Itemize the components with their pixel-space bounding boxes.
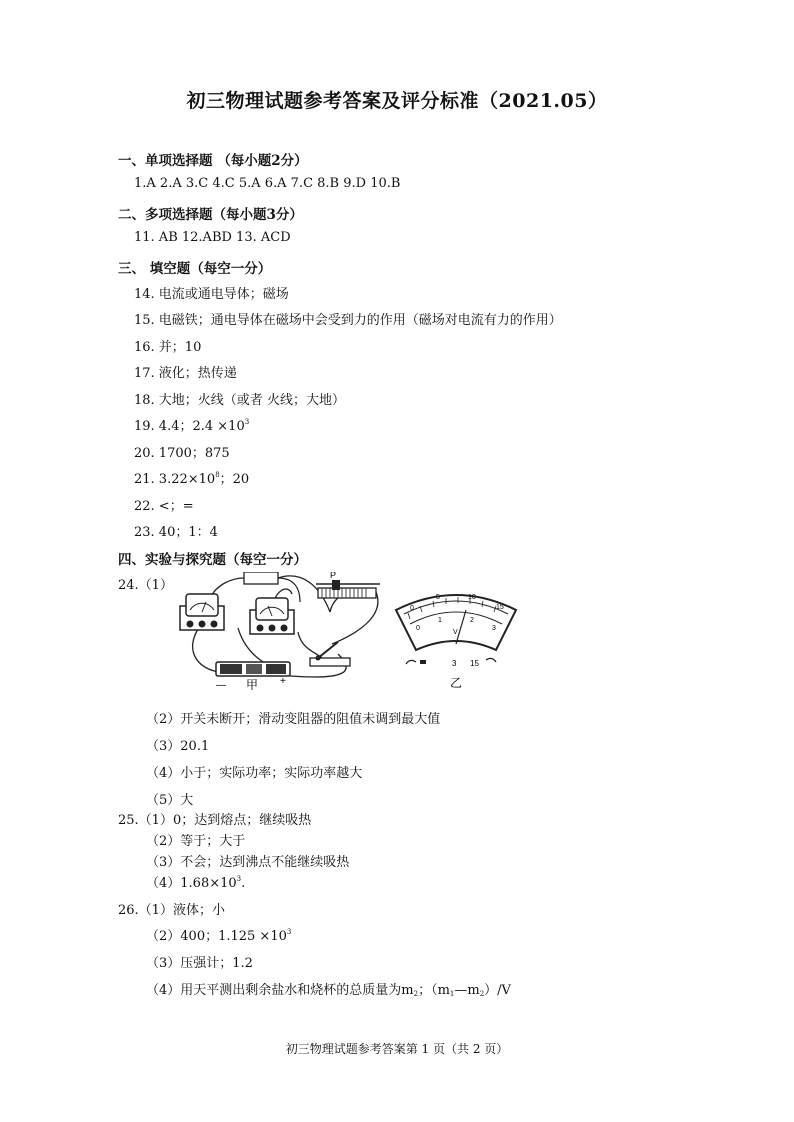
answer-26-4	[146, 979, 511, 998]
ammeter	[180, 594, 224, 630]
answer-24-4: （4）小于；实际功率；实际功率越大	[146, 766, 363, 781]
answer-25-2: （2）等于；大于	[146, 834, 246, 849]
answer-26-4-sub-1: 1	[449, 990, 455, 998]
scale-inner-0: 0	[416, 625, 420, 632]
scale-inner-2: 2	[470, 617, 474, 624]
answer-17: 17. 液化；热传递	[134, 366, 237, 381]
section-1-heading: 一、单项选择题 （每小题2分）	[118, 153, 308, 169]
answer-26-4-part-b: ；（m	[418, 983, 450, 998]
answer-23: 23. 40；1：4	[134, 525, 218, 540]
scale-outer-0: 0	[410, 605, 414, 612]
answer-26-4-part-d: ）/V	[484, 983, 511, 998]
rx-label	[256, 572, 268, 574]
section-3-heading: 三、 填空题（每空一分）	[118, 261, 272, 277]
unit-v-label: V	[453, 629, 458, 636]
scale-outer-5: 5	[436, 594, 440, 601]
answer-26-1: 26.（1）液体；小	[118, 903, 225, 918]
answer-21-exponent: 8	[215, 471, 220, 479]
figure-jia-label: 甲	[246, 678, 259, 690]
terminal-3-label: 3	[452, 659, 457, 668]
answer-26-4-sub-2: 2	[413, 990, 419, 998]
answer-26-2-text: （2）400；1.125 ×10	[146, 929, 287, 944]
section-4-heading: 四、实验与探究题（每空一分）	[118, 552, 307, 568]
answer-19	[134, 415, 249, 434]
p-label: P	[330, 572, 337, 580]
figure-yi-label: 乙	[450, 676, 463, 690]
answer-16: 16. 并；10	[134, 340, 202, 355]
voltmeter-dial	[396, 594, 516, 690]
scale-inner-1: 1	[438, 617, 442, 624]
answer-24-3: （3）20.1	[146, 739, 210, 754]
answer-15: 15. 电磁铁；通电导体在磁场中会受到力的作用（磁场对电流有力的作用）	[134, 313, 562, 328]
voltmeter	[250, 598, 294, 634]
answer-26-3: （3）压强计；1.2	[146, 956, 253, 971]
section-1-answers: 1.A 2.A 3.C 4.C 5.A 6.A 7.C 8.B 9.D 10.B	[134, 176, 401, 191]
answer-20: 20. 1700；875	[134, 446, 230, 461]
answer-21-tail: ；20	[219, 472, 250, 487]
answer-21	[134, 468, 249, 487]
answer-24-2: （2）开关未断开；滑动变阻器的阻值未调到最大值	[146, 712, 441, 727]
answer-22: 22. <；=	[134, 499, 194, 514]
answer-14: 14. 电流或通电导体；磁场	[134, 287, 289, 302]
answer-21-text: 21. 3.22×10	[134, 472, 216, 487]
answer-25-4	[146, 872, 245, 891]
terminal-15-label: 15	[470, 659, 479, 668]
answer-24-5: （5）大	[146, 793, 194, 808]
circuit-figure	[170, 572, 520, 690]
section-2-answers: 11. AB 12.ABD 13. ACD	[134, 230, 291, 245]
answer-26-4-sub-2b: 2	[479, 990, 485, 998]
page-footer: 初三物理试题参考答案第 1 页（共 2 页）	[285, 1042, 509, 1056]
answer-24-1: 24.（1）	[118, 578, 173, 593]
answer-25-1: 25.（1）0；达到熔点；继续吸热	[118, 813, 312, 828]
sliding-rheostat	[316, 572, 380, 598]
scale-inner-3: 3	[492, 625, 496, 632]
answer-18: 18. 大地；火线（或者 火线；大地）	[134, 393, 345, 408]
answer-25-4-tail: .	[241, 876, 246, 891]
answer-26-2-exponent: 3	[286, 928, 292, 936]
minus-label: —	[216, 680, 226, 690]
section-2-heading: 二、多项选择题（每小题3分）	[118, 207, 303, 223]
scale-outer-10: 10	[468, 594, 476, 601]
answer-19-text: 19. 4.4；2.4 ×10	[134, 419, 245, 434]
answer-25-4-text: （4）1.68×10	[146, 876, 237, 891]
answer-26-2	[146, 925, 291, 944]
terminal-minus	[420, 660, 426, 664]
answer-19-exponent: 3	[244, 418, 250, 426]
answer-26-4-part-c: —m	[454, 983, 480, 998]
wire	[332, 592, 378, 644]
circuit-diagram	[170, 572, 520, 690]
scale-outer-15: 15	[496, 604, 504, 611]
plus-label: +	[280, 676, 286, 687]
answer-26-4-part-a: （4）用天平测出剩余盐水和烧杯的总质量为m	[146, 983, 414, 998]
answer-25-4-exponent: 3	[236, 875, 242, 883]
page-title: 初三物理试题参考答案及评分标准（2021.05）	[186, 90, 608, 112]
answer-25-3: （3）不会；达到沸点不能继续吸热	[146, 855, 350, 870]
